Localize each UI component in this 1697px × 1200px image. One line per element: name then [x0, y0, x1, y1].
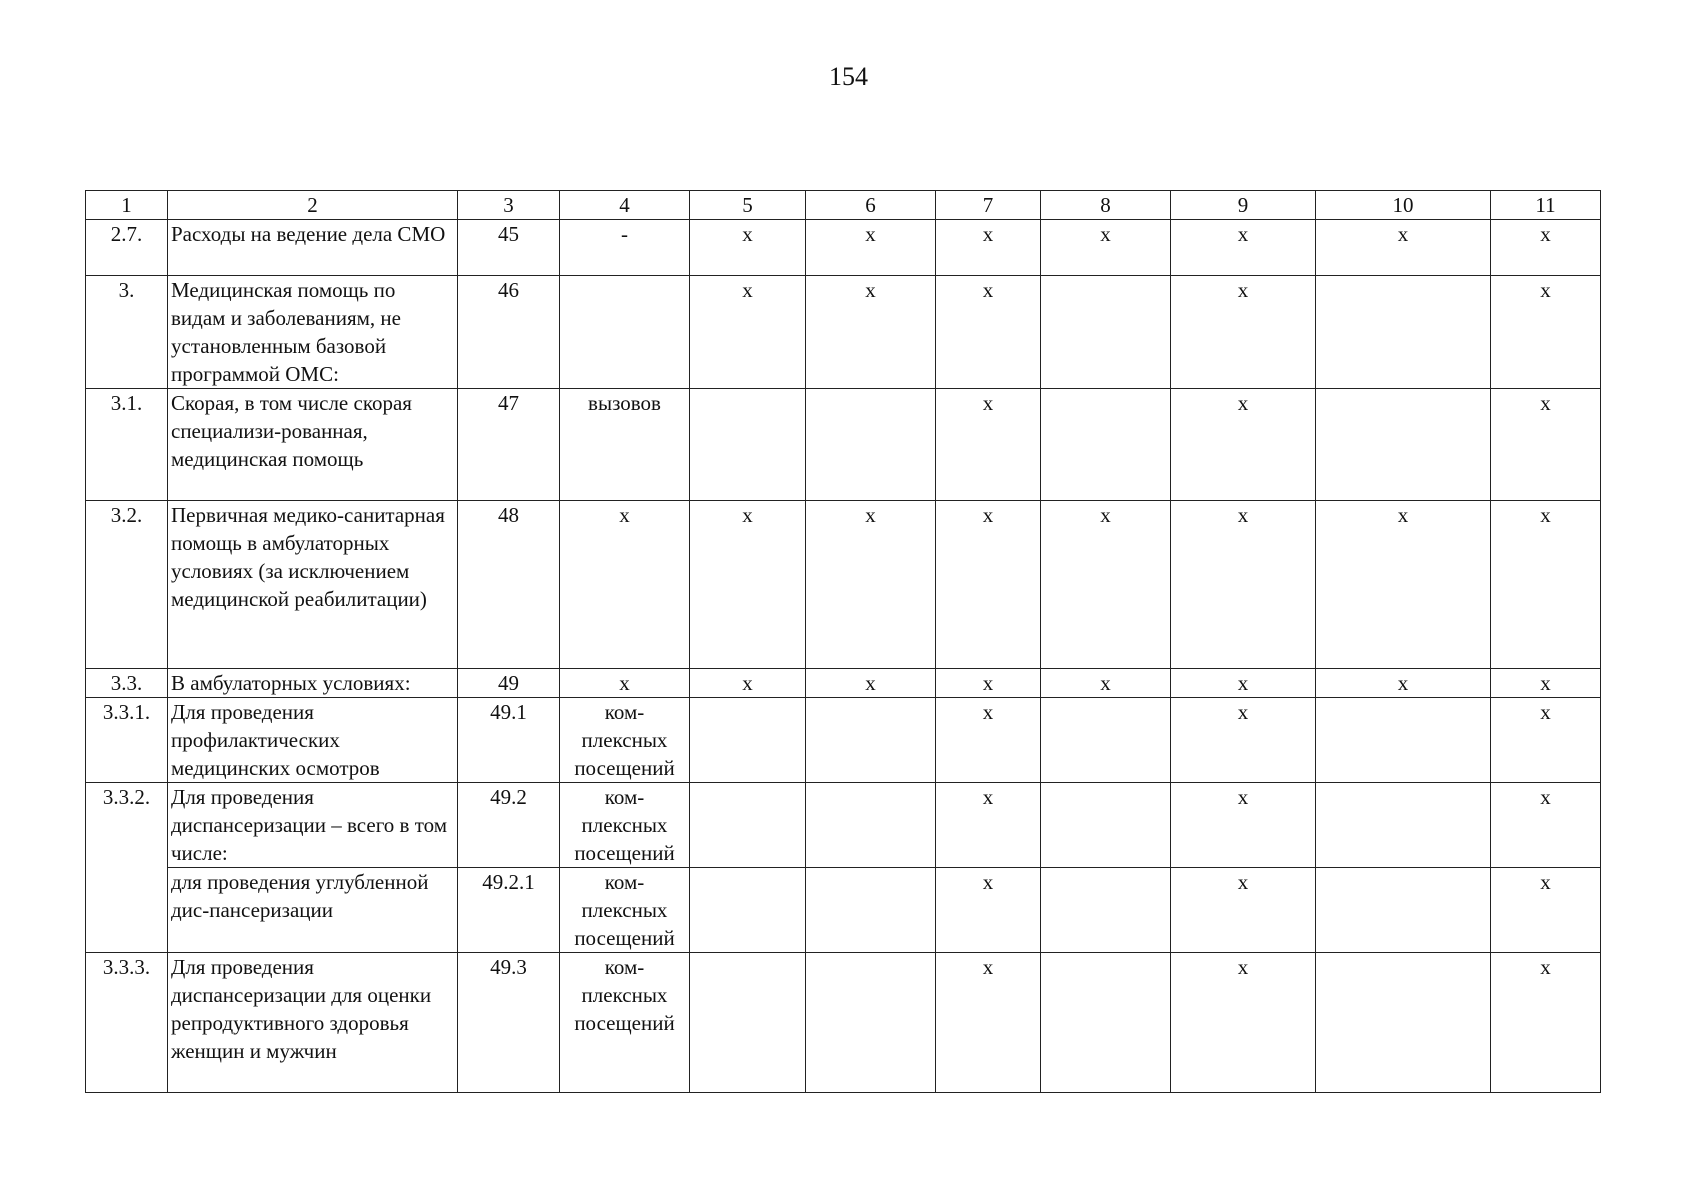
cell-mark — [1316, 868, 1491, 953]
table-row — [86, 669, 1601, 698]
cell-mark: х — [936, 698, 1041, 783]
column-header: 5 — [690, 191, 806, 220]
cell-mark: х — [1171, 501, 1316, 669]
row-name: Для проведения профилактических медицинских осмотров — [168, 698, 458, 783]
row-unit: вызовов — [560, 389, 690, 501]
cell-mark: х — [1171, 276, 1316, 389]
row-code: 49.2.1 — [458, 868, 560, 953]
cell-mark: х — [1041, 220, 1171, 276]
cell-mark: х — [806, 220, 936, 276]
row-name: Медицинская помощь по видам и заболеваниям, не установленным базовой программой ОМС: — [168, 276, 458, 389]
cell-mark: х — [690, 276, 806, 389]
cell-mark: х — [1171, 669, 1316, 698]
table-row — [86, 783, 1601, 868]
cell-mark: х — [1171, 698, 1316, 783]
cell-mark: х — [806, 501, 936, 669]
row-unit — [560, 276, 690, 389]
column-header: 8 — [1041, 191, 1171, 220]
cell-mark: х — [1316, 669, 1491, 698]
cell-mark: х — [1491, 276, 1601, 389]
cell-mark: х — [1171, 953, 1316, 1093]
row-unit: х — [560, 669, 690, 698]
row-unit: ком-плексных посещений — [560, 783, 690, 868]
cell-mark: х — [1041, 669, 1171, 698]
column-header: 9 — [1171, 191, 1316, 220]
cell-mark — [690, 868, 806, 953]
cell-mark — [806, 783, 936, 868]
cell-mark: х — [1491, 698, 1601, 783]
cell-mark: х — [1171, 783, 1316, 868]
cell-mark: х — [1171, 220, 1316, 276]
row-code: 49.3 — [458, 953, 560, 1093]
page-number: 154 — [829, 62, 868, 91]
column-header: 1 — [86, 191, 168, 220]
row-unit: ком-плексных посещений — [560, 698, 690, 783]
row-number: 3. — [86, 276, 168, 389]
cell-mark — [1041, 389, 1171, 501]
row-name: Первичная медико-санитарная помощь в амбулаторных условиях (за исключением медицинской реабилитации) — [168, 501, 458, 669]
cell-mark — [1041, 953, 1171, 1093]
cell-mark — [1041, 868, 1171, 953]
row-code: 46 — [458, 276, 560, 389]
cell-mark — [1041, 276, 1171, 389]
row-code: 48 — [458, 501, 560, 669]
cell-mark: х — [936, 276, 1041, 389]
cell-mark: х — [1491, 953, 1601, 1093]
cell-mark — [806, 953, 936, 1093]
cell-mark — [1316, 276, 1491, 389]
cell-mark: х — [690, 669, 806, 698]
cell-mark: х — [1491, 868, 1601, 953]
cell-mark: х — [1491, 389, 1601, 501]
row-name: Расходы на ведение дела СМО — [168, 220, 458, 276]
table-row — [86, 389, 1601, 501]
row-unit: х — [560, 501, 690, 669]
row-number: 3.3.2. — [86, 783, 168, 953]
table-row — [86, 220, 1601, 276]
row-number: 3.1. — [86, 389, 168, 501]
row-number: 2.7. — [86, 220, 168, 276]
cell-mark — [806, 698, 936, 783]
cell-mark — [1316, 698, 1491, 783]
cell-mark: х — [1491, 669, 1601, 698]
cell-mark — [806, 389, 936, 501]
column-header: 3 — [458, 191, 560, 220]
row-code: 49.2 — [458, 783, 560, 868]
row-name: Для проведения диспансеризации – всего в том числе: — [168, 783, 458, 868]
row-number: 3.3. — [86, 669, 168, 698]
cell-mark: х — [1041, 501, 1171, 669]
cell-mark: х — [1316, 220, 1491, 276]
cell-mark — [690, 783, 806, 868]
cell-mark: х — [936, 953, 1041, 1093]
cell-mark: х — [690, 501, 806, 669]
cell-mark: х — [936, 220, 1041, 276]
cell-mark: х — [1171, 868, 1316, 953]
column-number-row — [86, 191, 1601, 220]
cell-mark: х — [690, 220, 806, 276]
row-name: для проведения углубленной дис-пансеризации — [168, 868, 458, 953]
cell-mark — [1041, 698, 1171, 783]
row-code: 49.1 — [458, 698, 560, 783]
column-header: 4 — [560, 191, 690, 220]
column-header: 7 — [936, 191, 1041, 220]
row-name: Скорая, в том числе скорая специализи-рованная, медицинская помощь — [168, 389, 458, 501]
cell-mark: х — [936, 783, 1041, 868]
table-row — [86, 698, 1601, 783]
row-code: 49 — [458, 669, 560, 698]
cell-mark — [1316, 783, 1491, 868]
cell-mark — [1316, 953, 1491, 1093]
row-code: 47 — [458, 389, 560, 501]
row-number: 3.2. — [86, 501, 168, 669]
cell-mark: х — [936, 669, 1041, 698]
row-name: В амбулаторных условиях: — [168, 669, 458, 698]
row-unit: ком-плексных посещений — [560, 868, 690, 953]
table-row — [86, 276, 1601, 389]
data-table — [85, 190, 1601, 1093]
table-row — [86, 868, 1601, 953]
row-code: 45 — [458, 220, 560, 276]
cell-mark: х — [936, 868, 1041, 953]
column-header: 2 — [168, 191, 458, 220]
table-row — [86, 953, 1601, 1093]
table-row — [86, 501, 1601, 669]
cell-mark — [690, 953, 806, 1093]
cell-mark: х — [1171, 389, 1316, 501]
row-number: 3.3.1. — [86, 698, 168, 783]
row-name: Для проведения диспансеризации для оценки репродуктивного здоровья женщин и мужчин — [168, 953, 458, 1093]
cell-mark — [690, 389, 806, 501]
column-header: 10 — [1316, 191, 1491, 220]
cell-mark: х — [1316, 501, 1491, 669]
row-unit: ком-плексных посещений — [560, 953, 690, 1093]
cell-mark: х — [1491, 220, 1601, 276]
column-header: 11 — [1491, 191, 1601, 220]
cell-mark: х — [806, 276, 936, 389]
cell-mark: х — [806, 669, 936, 698]
cell-mark — [690, 698, 806, 783]
cell-mark — [806, 868, 936, 953]
row-number: 3.3.3. — [86, 953, 168, 1093]
cell-mark: х — [936, 501, 1041, 669]
cell-mark: х — [936, 389, 1041, 501]
column-header: 6 — [806, 191, 936, 220]
row-unit: - — [560, 220, 690, 276]
cell-mark — [1316, 389, 1491, 501]
cell-mark — [1041, 783, 1171, 868]
cell-mark: х — [1491, 783, 1601, 868]
cell-mark: х — [1491, 501, 1601, 669]
